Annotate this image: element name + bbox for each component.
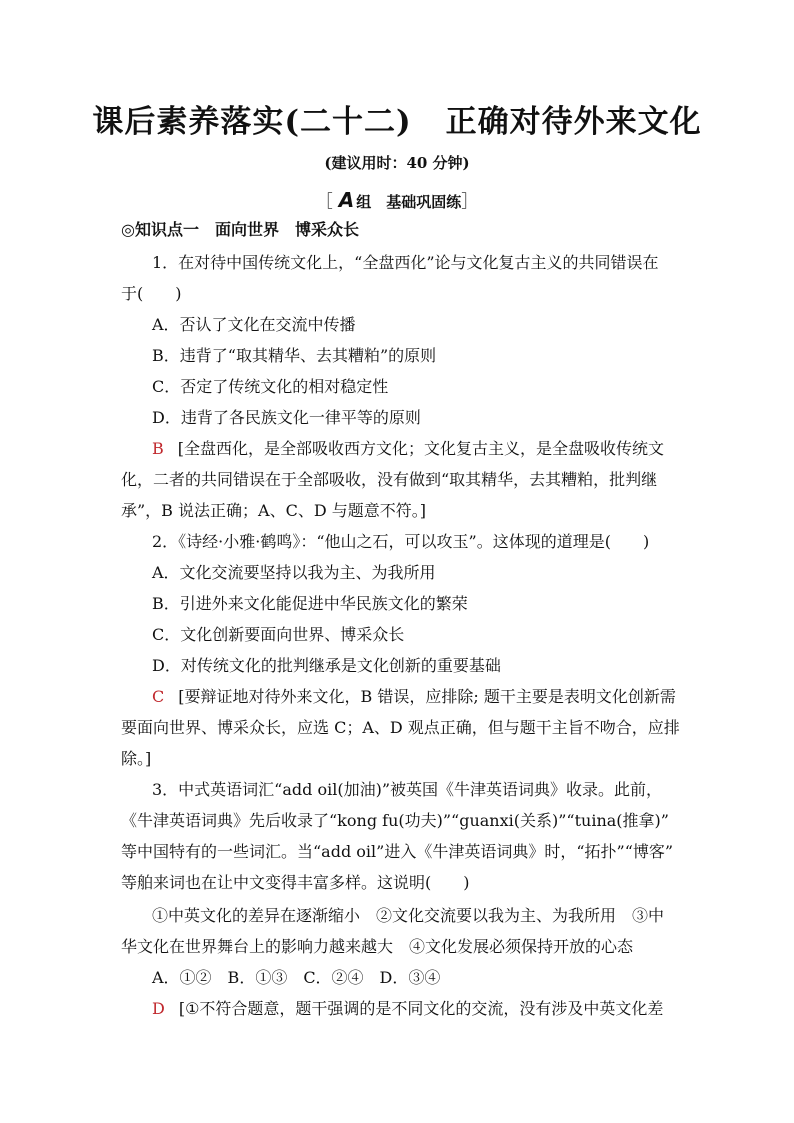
q3-stem-line-4: 等舶来词也在让中文变得丰富多样。这说明( ) — [121, 873, 470, 892]
q3-explanation-line-1 — [152, 998, 663, 1020]
q1-option-b: B．违背了“取其精华、去其糟粕”的原则 — [152, 346, 437, 365]
q3-statements-line-1: ①中英文化的差异在逐渐缩小 ②文化交流要以我为主、为我所用 ③中 — [152, 906, 665, 925]
group-open-bracket: ［ — [315, 192, 333, 212]
q1-option-a: A．否认了文化在交流中传播 — [152, 315, 356, 334]
q2-explanation-line-1 — [152, 686, 676, 708]
group-close-bracket: ］ — [461, 192, 479, 212]
q1-explanation-line-3: 承”，B 说法正确；A、C、D 与题意不符。] — [121, 501, 426, 520]
q2-option-a: A．文化交流要坚持以我为主、为我所用 — [152, 563, 436, 582]
q2-stem: 2．《诗经·小雅·鹤鸣》：“他山之石，可以攻玉”。这体现的道理是( ) — [152, 532, 650, 551]
group-label: 组 基础巩固练 — [356, 193, 462, 211]
q3-stem-line-1: 3．中式英语词汇“add oil(加油)”被英国《牛津英语词典》收录。此前， — [152, 780, 663, 799]
q1-option-d: D．违背了各民族文化一律平等的原则 — [152, 408, 421, 427]
q2-option-b: B．引进外来文化能促进中华民族文化的繁荣 — [152, 594, 468, 613]
q2-explanation-line-2: 要面向世界、博采众长，应选 C；A、D 观点正确，但与题干主旨不吻合，应排 — [121, 718, 680, 737]
q1-option-c: C．否定了传统文化的相对稳定性 — [152, 377, 389, 396]
q2-option-d: D．对传统文化的批判继承是文化创新的重要基础 — [152, 656, 501, 675]
q1-answer: B — [152, 439, 164, 458]
q2-explanation-text-1: [要辩证地对待外来文化，B 错误，应排除; 题干主要是表明文化创新需 — [178, 687, 676, 706]
title-main: 课后素养落实(二十二) — [92, 104, 412, 140]
q2-option-c: C．文化创新要面向世界、博采众长 — [152, 625, 405, 644]
q2-answer: C — [152, 687, 165, 706]
q1-explanation-line-2: 化，二者的共同错误在于全部吸收，没有做到“取其精华，去其糟粕，批判继 — [121, 470, 658, 489]
time-note: (建议用时：40 分钟) — [324, 154, 470, 172]
q2-explanation-line-3: 除。] — [121, 749, 152, 768]
q1-stem-line-2: 于( ) — [121, 284, 182, 303]
q3-statements-line-2: 华文化在世界舞台上的影响力越来越大 ④文化发展必须保持开放的心态 — [121, 937, 634, 956]
q3-answer: D — [152, 999, 165, 1018]
q1-explanation-line-1 — [152, 438, 664, 460]
q1-stem-line-1: 1．在对待中国传统文化上，“全盘西化”论与文化复古主义的共同错误在 — [152, 253, 659, 272]
q3-stem-line-2: 《牛津英语词典》先后收录了“kong fu(功夫)”“guanxi(关系)”“tuina(推拿)” — [121, 811, 669, 830]
q3-options: A．①② B．①③ C．②④ D．③④ — [152, 968, 441, 987]
q1-explanation-text-1: [全盘西化，是全部吸收西方文化；文化复古主义，是全盘吸收传统文 — [177, 439, 665, 458]
q3-explanation-text-1: [①不符合题意，题干强调的是不同文化的交流，没有涉及中英文化差 — [178, 999, 664, 1018]
page-title — [0, 96, 794, 141]
q3-stem-line-3: 等中国特有的一些词汇。当“add oil”进入《牛津英语词典》时，“拓扑”“博客” — [121, 842, 674, 861]
group-letter: A — [338, 188, 355, 212]
knowledge-point-heading: ◎知识点一 面向世界 博采众长 — [121, 220, 359, 239]
title-sub: 正确对待外来文化 — [445, 104, 702, 140]
group-header — [0, 187, 794, 212]
